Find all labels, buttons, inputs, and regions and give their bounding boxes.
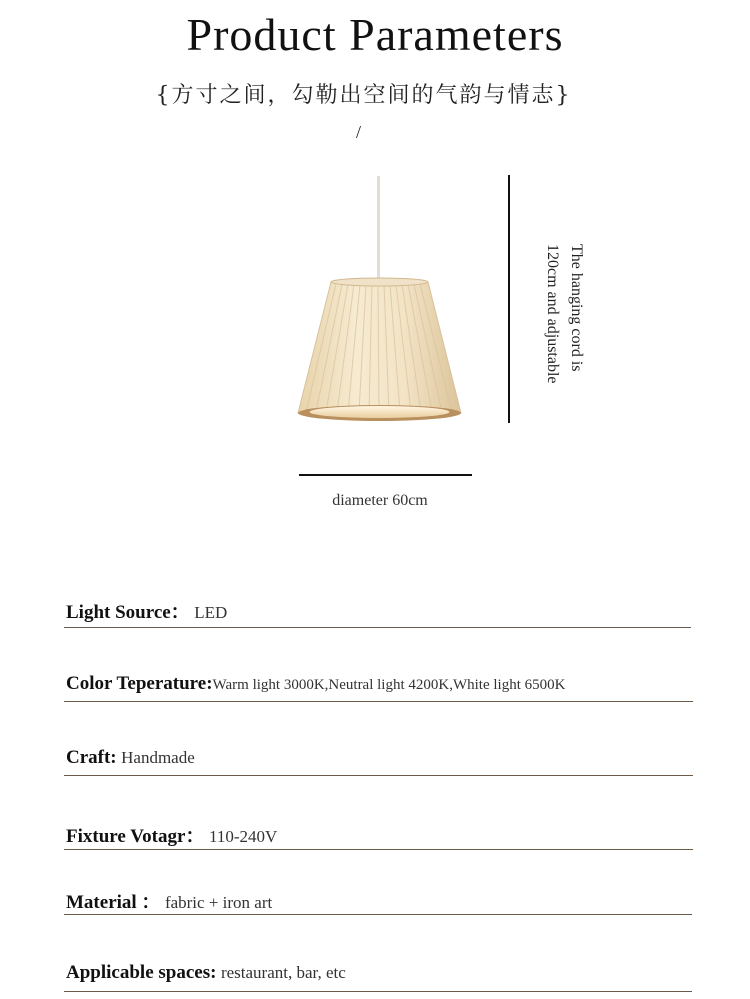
- param-row-craft: [66, 747, 195, 773]
- divider: [64, 991, 692, 992]
- divider: [64, 849, 693, 850]
- param-key: Color Teperature:: [66, 673, 213, 694]
- param-key: Applicable spaces:: [66, 962, 217, 983]
- pendant-lamp-image: [280, 170, 480, 440]
- slash-mark: /: [356, 122, 362, 142]
- param-row-light-source: [66, 597, 227, 623]
- cord-text-line1: The hanging cord is: [568, 244, 585, 372]
- cord-text-line2: 120cm and adjustable: [544, 244, 561, 384]
- lamp-shade: [298, 282, 461, 413]
- diameter-label: diameter 60cm: [332, 492, 428, 509]
- param-row-applicable-spaces: [66, 962, 346, 988]
- divider: [64, 914, 692, 915]
- param-row-material: [66, 887, 272, 913]
- param-row-color-temperature: [66, 673, 565, 699]
- diameter-line: [299, 474, 472, 476]
- hanging-cord: [377, 176, 380, 280]
- param-value: Warm light 3000K,Neutral light 4200K,White light 6500K: [212, 677, 566, 693]
- page-title: Product Parameters: [186, 9, 564, 60]
- cord-length-label: [536, 244, 588, 434]
- param-value: Handmade: [121, 748, 195, 767]
- param-value: restaurant, bar, etc: [220, 963, 346, 982]
- page-subtitle: {方寸之间，勾勒出空间的气韵与情志}: [155, 83, 572, 108]
- param-key: Light Source：: [66, 602, 190, 623]
- param-row-fixture-voltage: [66, 821, 277, 847]
- cord-length-line: [508, 175, 510, 423]
- param-value: LED: [194, 603, 228, 622]
- param-key: Craft:: [66, 747, 117, 768]
- divider: [64, 701, 693, 702]
- param-value: fabric + iron art: [164, 893, 273, 912]
- divider: [64, 627, 691, 628]
- divider: [64, 775, 693, 776]
- param-key: Material ：: [66, 892, 161, 913]
- param-value: 110-240V: [208, 827, 278, 846]
- param-key: Fixture Votagr：: [66, 826, 205, 847]
